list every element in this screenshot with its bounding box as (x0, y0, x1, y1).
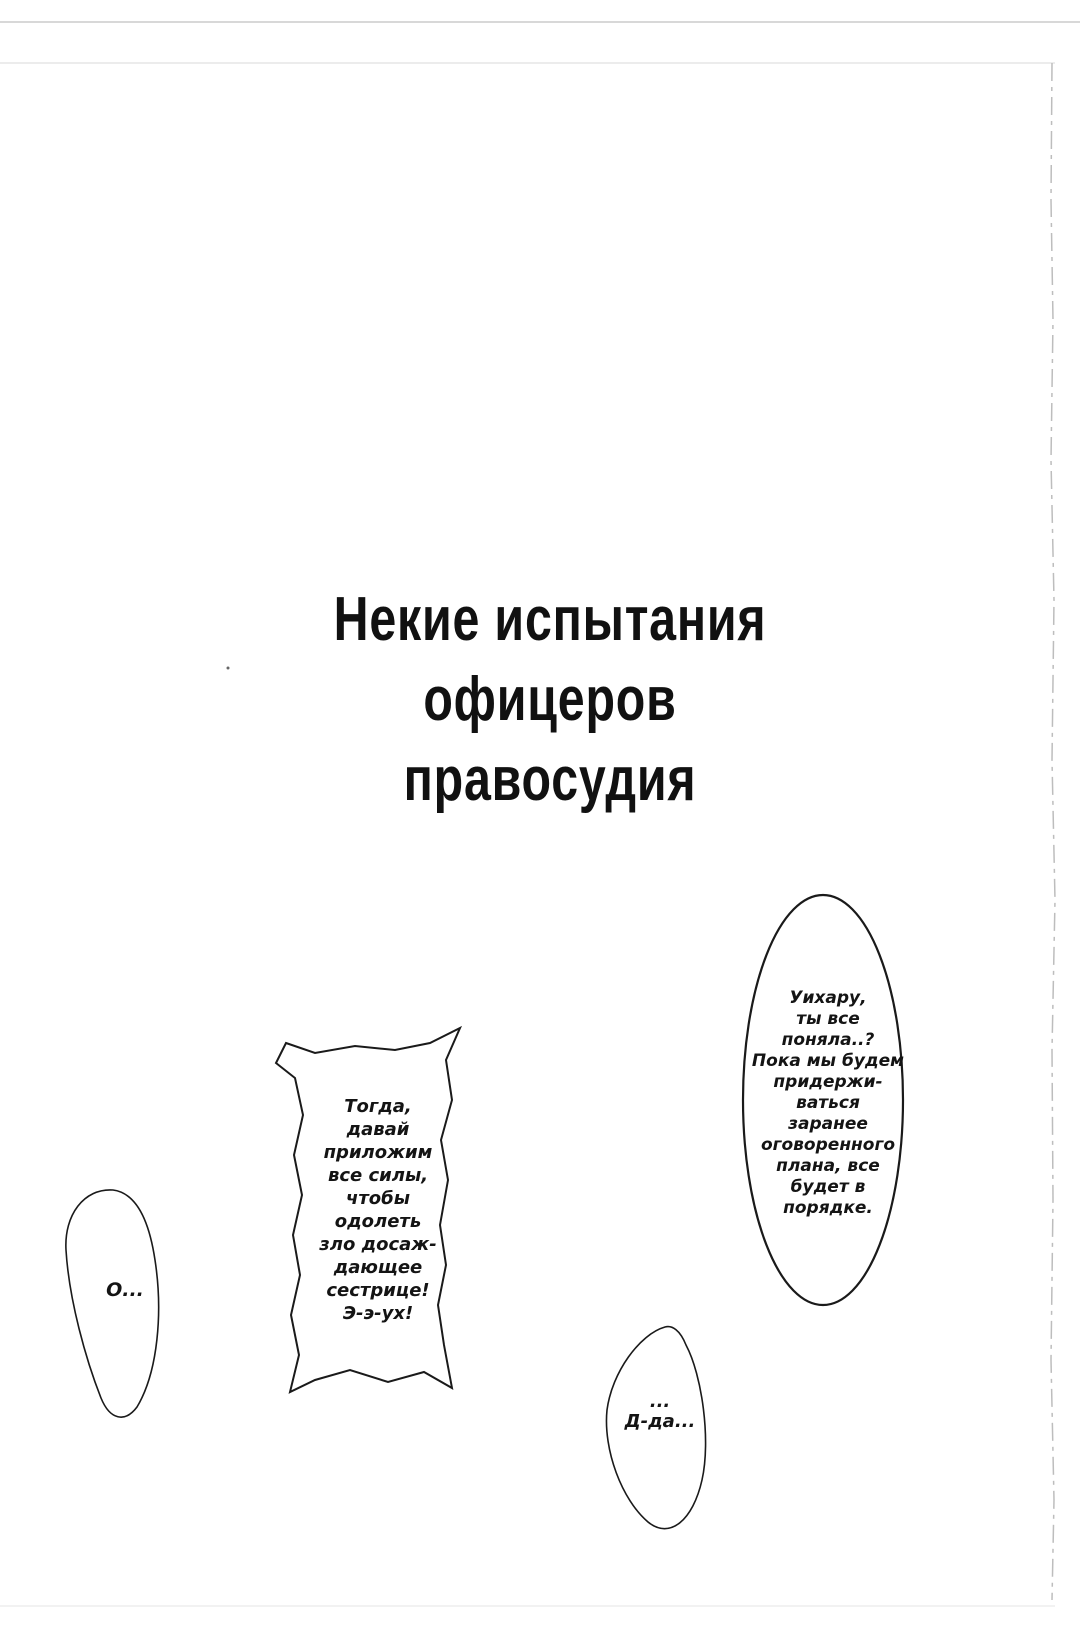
speech-line: чтобы (345, 1188, 410, 1209)
speech-line: давай (346, 1119, 410, 1140)
speech-line: оговоренного (760, 1135, 896, 1155)
speech-text-right (748, 988, 908, 1219)
speech-line: порядке. (783, 1198, 873, 1218)
speech-line: Пока мы будем (751, 1051, 905, 1071)
speech-text-center (298, 1095, 458, 1325)
chapter-title-line-2: офицеров правосудия (403, 665, 697, 814)
speech-line: заранее (788, 1114, 868, 1134)
speech-line: все силы, (327, 1165, 429, 1186)
speech-line: Э-э-ух! (342, 1303, 414, 1324)
speech-line: Тогда, (344, 1096, 412, 1117)
speech-line: Д-да... (624, 1411, 696, 1432)
speech-line: сестрице! (326, 1280, 430, 1301)
speech-line: ... (649, 1391, 671, 1412)
speech-bubble-left (66, 1190, 159, 1417)
page-right-edge (1051, 63, 1055, 1600)
chapter-title-line-1: Некие испытания (333, 585, 767, 654)
speech-text-small (615, 1392, 705, 1432)
speech-line: зло досаж- (319, 1234, 437, 1255)
scan-speck (227, 667, 230, 670)
speech-line: Уихару, (789, 988, 867, 1008)
speech-line: придержи- (773, 1072, 883, 1092)
speech-line: ты все (796, 1009, 860, 1029)
speech-line: одолеть (334, 1211, 422, 1232)
speech-line: приложим (323, 1142, 433, 1163)
speech-line: дающее (333, 1257, 423, 1278)
speech-line: ваться (796, 1093, 860, 1113)
speech-line: поняла..? (781, 1030, 875, 1050)
speech-line: будет в (790, 1177, 866, 1197)
speech-text-left (80, 1280, 170, 1301)
chapter-title (277, 580, 823, 820)
speech-line: О... (106, 1279, 144, 1301)
speech-line: плана, все (776, 1156, 880, 1176)
